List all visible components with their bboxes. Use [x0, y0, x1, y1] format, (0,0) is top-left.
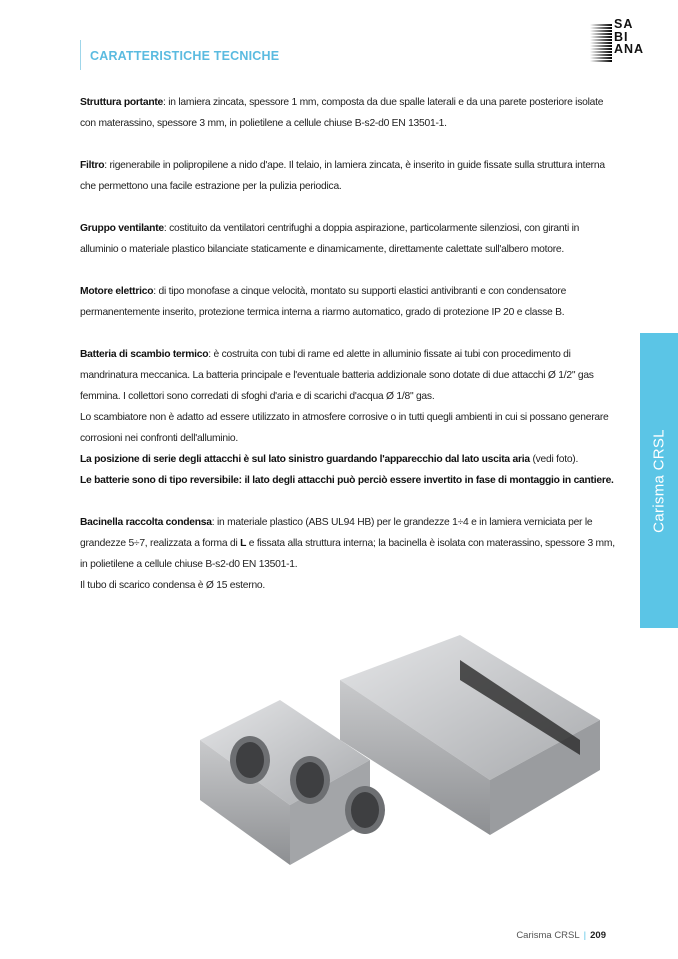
spec-motore: Motore elettrico: di tipo monofase a cinque velocità, montato su supporti elastici antivibranti e con condensatore permanentemente inserito, protezione termica interna a riarmo automatico, grado di protezione IP 20 e classe B.: [80, 286, 567, 318]
product-photo: [160, 630, 620, 870]
page-number: 209: [590, 930, 606, 941]
spec-struttura: Struttura portante: in lamiera zincata, spessore 1 mm, composta da due spalle laterali e da una parete posteriore isolate con materassino, spessore 3 mm, in polietilene a cellule chiuse B-s2-d0 EN 13501-1.: [80, 97, 604, 129]
spec-gruppo-ventilante: Gruppo ventilante: costituito da ventilatori centrifughi a doppia aspirazione, particolarmente silenziosi, con giranti in alluminio o materiale plastico bilanciate staticamente e dinamicamente, direttamente calettate sull'albero motore.: [80, 223, 580, 255]
logo-halftone: [590, 24, 612, 62]
header-divider: [80, 40, 81, 70]
spec-batteria: Batteria di scambio termico: è costruita con tubi di rame ed alette in alluminio fissate ai tubi con procedimento di mandrinatura meccanica. La batteria principale e l'eventuale batteria addizionale sono dotate di due attacchi Ø 1/2" gas femmina. I collettori sono corredati di sfoghi d'aria e di scarichi d'acqua Ø 1/8" gas. Lo scambiatore non è adatto ad essere utilizzato in atmosfere corrosive o in tutti quegli ambienti in cui si possano generare corrosioni nei confronti dell'alluminio. La posizione di serie degli attacchi è sul lato sinistro guardando l'apparecchio dal lato uscita aria (vedi foto). Le batterie sono di tipo reversibile: il lato degli attacchi può perciò essere invertito in fase di montaggio in cantiere.: [80, 349, 614, 486]
section-title: CARATTERISTICHE TECNICHE: [90, 49, 280, 63]
specs-body: [80, 92, 616, 617]
sabiana-logo: SA BI ANA: [590, 18, 650, 66]
spec-filtro: Filtro: rigenerabile in polipropilene a nido d'ape. Il telaio, in lamiera zincata, è inserito in guide fissate sulla struttura interna che permettono una facile estrazione per la pulizia periodica.: [80, 160, 605, 192]
side-tab: Carisma CRSL: [640, 333, 678, 628]
page-footer: Carisma CRSL | 209: [516, 930, 606, 941]
spec-bacinella: Bacinella raccolta condensa: in materiale plastico (ABS UL94 HB) per le grandezze 1÷4 e in lamiera verniciata per le grandezze 5÷7, realizzata a forma di L e fissata alla struttura interna; la bacinella è isolata con materassino, spessore 3 mm, in polietilene a cellule chiuse B-s2-d0 EN 13501-1. Il tubo di scarico condensa è Ø 15 esterno.: [80, 517, 615, 591]
